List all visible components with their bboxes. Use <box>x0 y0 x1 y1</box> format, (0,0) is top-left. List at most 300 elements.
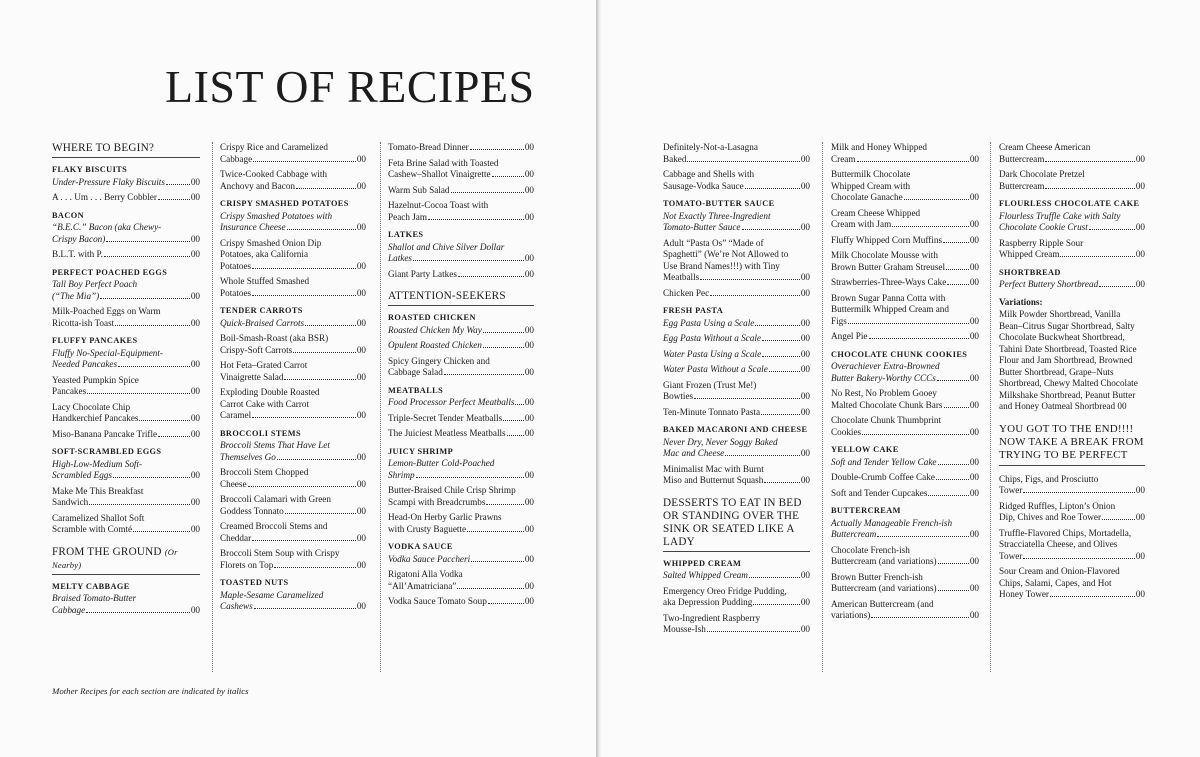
page-number: 00 <box>524 184 534 195</box>
recipe-title-row <box>831 219 979 231</box>
dot-leader <box>133 531 190 532</box>
category-heading: VODKA SAUCE <box>388 542 453 551</box>
section-heading <box>663 497 810 552</box>
recipe-title-row <box>663 597 810 609</box>
recipe-title-row <box>663 624 810 636</box>
page-number: 00 <box>524 523 534 534</box>
recipe-title-line: Cashew–Shallot Vinaigrette <box>388 169 491 179</box>
recipe-title-row <box>388 470 534 482</box>
page-number: 00 <box>190 176 200 187</box>
dot-leader <box>862 434 969 435</box>
recipe-entry <box>663 238 810 284</box>
category-heading: SHORTBREAD <box>999 267 1061 277</box>
category-heading: ROASTED CHICKEN <box>388 313 476 322</box>
recipe-entry <box>220 238 366 273</box>
recipe-title-line: Brown Sugar Panna Cotta with <box>831 292 946 303</box>
recipe-title-row <box>220 288 366 300</box>
dot-leader <box>457 588 523 589</box>
recipe-title-line: “All’Amatriciana” <box>388 580 457 591</box>
page-number: 00 <box>190 359 200 369</box>
recipe-title-line: Potatoes, aka California <box>220 249 309 259</box>
recipe-title-row <box>999 181 1145 193</box>
recipe-title-line: Shrimp <box>388 469 415 480</box>
recipe-title-line: High-Low-Medium Soft- <box>52 458 143 469</box>
recipe-title-row <box>831 457 979 469</box>
recipe-title-line: Latkes <box>388 253 412 263</box>
recipe-title-row <box>388 497 534 509</box>
section-heading-text: FROM THE GROUND <box>52 545 162 558</box>
recipe-title-line: Shallot and Chive Silver Dollar <box>388 241 505 252</box>
recipe-title-line: Opulent Roasted Chicken <box>388 340 482 350</box>
recipe-entry <box>388 142 534 154</box>
dot-leader <box>470 149 524 150</box>
category-heading: CRISPY SMASHED POTATOES <box>220 199 349 208</box>
recipe-title-row <box>220 154 366 166</box>
recipe-title-line: Needed Pancakes <box>52 359 118 369</box>
recipe-title-line: Water Pasta Without a Scale <box>663 364 768 374</box>
recipe-title-row <box>999 551 1145 563</box>
dot-leader <box>483 347 524 348</box>
page-number: 00 <box>524 397 534 407</box>
dot-leader <box>467 531 524 532</box>
recipe-title-line: Head-On Herby Garlic Prawns <box>388 512 502 522</box>
page-number: 00 <box>1135 180 1145 191</box>
recipe-title-line: Crispy Smashed Onion Dip <box>220 237 322 248</box>
recipe-title-line: Adult “Pasta Os” “Made of <box>663 237 764 248</box>
recipe-title-line: Themselves Go <box>220 451 276 462</box>
recipe-title-line: Never Dry, Never Soggy Baked <box>663 436 778 447</box>
recipe-entry <box>220 211 366 234</box>
recipe-title-line: Figs <box>831 315 847 326</box>
recipe-title-line: Feta Brine Salad with Toasted <box>388 157 499 168</box>
dot-leader <box>944 407 969 408</box>
recipe-title-line: Tower <box>999 550 1023 561</box>
dot-leader <box>507 435 524 436</box>
dot-leader <box>503 420 524 421</box>
section-heading <box>52 142 200 158</box>
page-number: 00 <box>969 234 979 245</box>
section-heading-text: ATTENTION-SEEKERS <box>388 290 506 302</box>
recipe-title-line: Not Exactly Three-Ingredient <box>663 210 771 221</box>
recipe-title-row <box>388 367 534 379</box>
recipe-entry <box>220 333 366 356</box>
recipe-title-line: Cream Cheese American <box>999 142 1091 152</box>
recipe-title-line: Raspberry Ripple Sour <box>999 237 1084 248</box>
recipe-title-line: Baked <box>663 153 687 164</box>
recipe-title-line: Whole Stuffed Smashed <box>220 276 310 286</box>
recipe-entry <box>663 464 810 487</box>
recipe-title-line: Minimalist Mac with Burnt <box>663 463 764 474</box>
dot-leader <box>762 340 800 341</box>
recipe-title-line: Fluffy No-Special-Equipment- <box>52 347 163 358</box>
recipe-title-line: Buttercream (and variations) <box>831 583 937 593</box>
recipe-title-line: Dark Chocolate Pretzel <box>999 169 1085 179</box>
recipe-title-line: Handkerchief Pancakes <box>52 413 139 423</box>
recipe-title-row <box>220 601 366 613</box>
section-heading <box>388 290 534 306</box>
recipe-title-line: Meatballs <box>663 272 700 282</box>
dot-leader <box>416 477 524 478</box>
recipe-title-line: Tower <box>999 485 1023 495</box>
recipe-title-row <box>52 318 200 330</box>
recipe-entry <box>831 472 979 484</box>
recipe-entry <box>52 459 200 482</box>
recipe-title-line: Buttermilk Chocolate <box>831 169 911 179</box>
recipe-title-line: Cheese <box>220 478 247 489</box>
recipe-title-line: Cookies <box>831 426 862 437</box>
recipe-entry <box>663 586 810 609</box>
recipe-entry <box>388 569 534 592</box>
category-heading: FRESH PASTA <box>663 306 724 315</box>
page-number: 00 <box>524 324 534 335</box>
page-number: 00 <box>524 469 534 480</box>
page-number: 00 <box>190 290 200 301</box>
recipe-entry <box>388 428 534 440</box>
recipe-title-line: Sandwich <box>52 497 89 507</box>
category-heading: FLUFFY PANCAKES <box>52 336 138 345</box>
recipe-entry <box>52 222 200 245</box>
page-number: 00 <box>800 391 810 401</box>
recipe-title-line: Chicken Pec <box>663 287 710 298</box>
recipe-entry <box>831 599 979 622</box>
dot-leader <box>287 229 356 230</box>
recipe-title-line: Broccoli Stem Soup with Crispy <box>220 548 340 558</box>
recipe-title-line: Salted Whipped Cream <box>663 570 748 580</box>
dot-leader <box>428 219 524 220</box>
dot-leader <box>471 561 524 562</box>
dot-leader <box>104 256 190 257</box>
page-number: 00 <box>800 153 810 164</box>
recipe-entry <box>831 457 979 469</box>
page-number: 00 <box>969 426 979 437</box>
dot-leader <box>700 279 800 280</box>
page-number: 00 <box>524 412 534 423</box>
recipe-title-line: Mac and Cheese <box>663 448 725 458</box>
dot-leader <box>1089 229 1135 230</box>
page-number: 00 <box>524 496 534 507</box>
recipe-title-line: Buttercream <box>999 153 1045 164</box>
dot-leader <box>710 295 800 296</box>
dot-leader <box>252 540 356 541</box>
dot-leader <box>86 612 190 613</box>
dot-leader <box>458 276 524 277</box>
recipe-title-row <box>999 154 1145 166</box>
recipe-entry <box>52 249 200 261</box>
page-number: 00 <box>190 604 200 615</box>
page-number: 00 <box>1135 153 1145 164</box>
recipe-entry <box>220 548 366 571</box>
recipe-title-line: Scramble with Comté <box>52 524 133 534</box>
recipe-title-line: Honey Tower <box>999 589 1049 599</box>
recipe-title-line: Cabbage and Shells with <box>663 169 755 179</box>
recipe-title-line: Soft and Tender Cupcakes <box>831 487 928 498</box>
dot-leader <box>1045 161 1134 162</box>
section-heading-text: YOU GOT TO THE END!!!! NOW TAKE A BREAK FROM TRYING TO BE PERFECT <box>999 422 1144 461</box>
page-number: 00 <box>969 277 979 287</box>
recipe-entry <box>220 467 366 490</box>
recipe-title-row <box>220 181 366 193</box>
dot-leader <box>937 380 969 381</box>
column-divider <box>212 142 213 672</box>
recipe-title-line: variations) <box>831 610 871 620</box>
recipe-title-line: Bowties <box>663 391 694 401</box>
recipe-title-line: Fluffy Whipped Corn Muffins <box>831 234 943 245</box>
recipe-title-row <box>52 291 200 303</box>
dot-leader <box>296 188 356 189</box>
page-number: 00 <box>190 192 200 202</box>
recipe-title-row <box>52 177 200 189</box>
page-number: 00 <box>524 253 534 263</box>
recipe-column <box>388 142 534 612</box>
page-number: 00 <box>800 287 810 298</box>
recipe-title-line: Vinaigrette Salad <box>220 371 284 382</box>
section-heading <box>52 546 200 575</box>
recipe-column <box>831 142 979 626</box>
page-number: 00 <box>1135 550 1145 561</box>
recipe-entry <box>388 554 534 566</box>
recipe-entry <box>220 590 366 613</box>
recipe-title-line: Definitely-Not-a-Lasagna <box>663 142 758 152</box>
dot-leader <box>1060 256 1134 257</box>
recipe-entry <box>388 242 534 265</box>
recipe-entry <box>831 545 979 568</box>
recipe-title-line: A . . . Um . . . Berry Cobbler <box>52 192 157 202</box>
category-heading: TOASTED NUTS <box>220 578 289 587</box>
page-number: 00 <box>356 451 366 462</box>
dot-leader <box>293 352 356 353</box>
recipe-title-row <box>831 556 979 568</box>
variations-list <box>999 309 1145 413</box>
page-number: 00 <box>800 406 810 417</box>
dot-leader <box>947 284 968 285</box>
recipe-title-line: Cheddar <box>220 532 252 543</box>
recipe-entry <box>52 348 200 371</box>
recipe-title-row <box>999 222 1145 234</box>
recipe-title-line: Buttercream <box>999 180 1045 191</box>
page-number: 00 <box>800 348 810 359</box>
page-number: 00 <box>800 317 810 328</box>
recipe-title-line: Buttercream (and variations) <box>831 556 937 566</box>
recipe-title-line: Double-Crumb Coffee Cake <box>831 472 935 482</box>
column-divider <box>822 142 823 672</box>
dot-leader <box>252 417 356 418</box>
recipe-title-line: Roasted Chicken My Way <box>388 324 482 335</box>
dot-leader <box>877 536 969 537</box>
recipe-column <box>220 142 366 617</box>
recipe-title-line: Anchovy and Bacon <box>220 180 296 191</box>
recipe-column <box>999 142 1145 605</box>
dot-leader <box>444 374 524 375</box>
recipe-title-line: Overachiever Extra-Browned <box>831 361 940 371</box>
recipe-title-line: Angel Pie <box>831 331 868 341</box>
recipe-entry <box>663 364 810 376</box>
page-number: 00 <box>190 428 200 439</box>
recipe-title-line: Use Brand Names!!!) with Tiny <box>663 260 780 271</box>
recipe-title-line: Sour Cream and Onion-Flavored <box>999 566 1120 576</box>
recipe-title-row <box>831 192 979 204</box>
recipe-title-line: Brown Butter Graham Streusel <box>831 261 946 272</box>
category-heading: WHIPPED CREAM <box>663 558 742 568</box>
recipe-title-line: Creamed Broccoli Stems and <box>220 521 328 531</box>
dot-leader <box>943 242 969 243</box>
recipe-entry <box>663 211 810 234</box>
recipe-title-line: Buttercream <box>831 529 877 539</box>
recipe-title-row <box>388 142 534 154</box>
recipe-title-line: Truffle-Flavored Chips, Mortadella, <box>999 527 1132 538</box>
recipe-title-row <box>388 340 534 352</box>
dot-leader <box>488 603 524 604</box>
category-heading: BACON <box>52 210 84 220</box>
page-number: 00 <box>969 610 979 620</box>
recipe-entry <box>831 518 979 541</box>
page-number: 00 <box>969 399 979 410</box>
recipe-title-line: Quick-Braised Carrots <box>220 317 305 328</box>
recipe-entry <box>663 288 810 300</box>
recipe-entry <box>663 613 810 636</box>
recipe-entry <box>663 437 810 460</box>
page-number: 00 <box>524 553 534 564</box>
recipe-title-line: Whipped Cream with <box>831 180 911 191</box>
recipe-entry <box>831 331 979 343</box>
page-number: 00 <box>356 371 366 382</box>
recipe-entry <box>663 142 810 165</box>
page-number: 00 <box>190 317 200 328</box>
page-number: 00 <box>190 524 200 534</box>
recipe-entry <box>388 158 534 181</box>
recipe-title-line: Crispy-Soft Carrots <box>220 344 293 355</box>
dot-leader <box>115 325 190 326</box>
recipe-title-row <box>831 154 979 166</box>
page-number: 00 <box>524 169 534 179</box>
dot-leader <box>483 332 524 333</box>
page-number: 00 <box>969 153 979 164</box>
recipe-title-row <box>388 325 534 337</box>
recipe-title-line: Lacy Chocolate Chip <box>52 401 131 412</box>
recipe-title-row <box>220 372 366 384</box>
page-number: 00 <box>524 268 534 279</box>
dot-leader <box>938 563 969 564</box>
recipe-title-line: Cashews <box>220 601 253 611</box>
recipe-entry <box>999 501 1145 524</box>
page-number: 00 <box>969 219 979 229</box>
recipe-title-line: Scrambled Eggs <box>52 470 112 480</box>
recipe-title-row <box>663 349 810 361</box>
page-number: 00 <box>190 497 200 507</box>
section-heading-text: DESSERTS TO EAT IN BED OR STANDING OVER THE SINK OR SEATED LIKE A LADY <box>663 496 802 548</box>
page-number: 00 <box>524 580 534 591</box>
recipe-title-line: Yeasted Pumpkin Spice <box>52 374 139 385</box>
recipe-entry <box>220 494 366 517</box>
page-number: 00 <box>524 428 534 438</box>
recipe-title-line: Warm Sub Salad <box>388 184 450 195</box>
recipe-title-line: Giant Frozen (Trust Me!) <box>663 379 757 390</box>
recipe-title-line: Goddess Tonnato <box>220 505 284 516</box>
page-number: 00 <box>800 364 810 374</box>
recipe-entry <box>388 413 534 425</box>
recipe-title-row <box>220 560 366 572</box>
dot-leader <box>89 504 190 505</box>
page-number: 00 <box>190 413 200 423</box>
recipe-title-line: Peach Jam <box>388 211 428 222</box>
recipe-title-line: Cream with Jam <box>831 219 892 229</box>
page-number: 00 <box>356 532 366 543</box>
dot-leader <box>158 199 190 200</box>
dot-leader <box>742 229 800 230</box>
page-number: 00 <box>969 315 979 326</box>
recipe-entry <box>663 570 810 582</box>
page-number: 00 <box>190 233 200 244</box>
page-number: 00 <box>524 367 534 377</box>
recipe-title-row <box>52 413 200 425</box>
dot-leader <box>938 590 969 591</box>
dot-leader <box>764 482 800 483</box>
recipe-title-row <box>831 235 979 247</box>
category-heading: TOMATO-BUTTER SAUCE <box>663 199 775 208</box>
recipe-title-row <box>663 222 810 234</box>
recipe-title-line: Milk-Poached Eggs on Warm <box>52 306 161 316</box>
dot-leader <box>284 379 355 380</box>
dot-leader <box>938 464 969 465</box>
recipe-title-row <box>52 386 200 398</box>
recipe-title-line: Chocolate Cookie Crust <box>999 222 1088 232</box>
recipe-entry <box>52 375 200 398</box>
page-number: 00 <box>969 261 979 272</box>
recipe-entry <box>388 200 534 223</box>
category-heading: PERFECT POACHED EGGS <box>52 267 168 277</box>
recipe-title-row <box>220 506 366 518</box>
recipe-title-row <box>52 524 200 536</box>
dot-leader <box>254 608 356 609</box>
recipe-title-line: Food Processor Perfect Meatballs <box>388 397 515 407</box>
recipe-entry <box>220 360 366 383</box>
recipe-title-line: Perfect Buttery Shortbread <box>999 279 1099 289</box>
recipe-title-row <box>663 364 810 376</box>
dot-leader <box>936 479 969 480</box>
page-number: 00 <box>356 317 366 328</box>
recipe-entry <box>220 142 366 165</box>
recipe-title-row <box>999 485 1145 497</box>
page-number: 00 <box>800 222 810 232</box>
recipe-title-row <box>52 359 200 371</box>
recipe-title-row <box>220 318 366 330</box>
recipe-title-row <box>831 373 979 385</box>
recipe-title-row <box>388 212 534 224</box>
column-divider <box>990 142 991 672</box>
recipe-title-row <box>831 400 979 412</box>
recipe-entry <box>388 185 534 197</box>
page-number: 00 <box>524 596 534 606</box>
recipe-title-line: Emergency Oreo Fridge Pudding, <box>663 585 787 596</box>
recipe-title-row <box>388 185 534 197</box>
dot-leader <box>848 323 969 324</box>
variations-text: Milk Powder Shortbread, Vanilla Bean–Citrus Sugar Shortbread, Salty Chocolate Buckwheat Shortbread, Tahini Date Shortbread, Toasted Rice Flour and Jam Shortbread, Browned Butter Shortbread, Grape–Nuts Shortbread, Chewy Malted Chocolate Milkshake Shortbread, Peanut Butter and Honey Oatmeal Shortbread <box>999 309 1138 411</box>
recipe-entry <box>388 340 534 352</box>
recipe-entry <box>388 596 534 608</box>
recipe-title-line: Tomato-Butter Sauce <box>663 222 741 232</box>
dot-leader <box>1102 519 1135 520</box>
recipe-title-line: Buttermilk Whipped Cream and <box>831 304 949 314</box>
recipe-entry <box>999 566 1145 601</box>
page-number: 00 <box>800 475 810 485</box>
page-number: 00 <box>356 287 366 298</box>
recipe-title-line: Brown Butter French-ish <box>831 571 923 582</box>
page-number: 00 <box>969 456 979 467</box>
recipe-entry <box>831 361 979 384</box>
recipe-entry <box>831 142 979 165</box>
recipe-title-row <box>388 596 534 608</box>
recipe-title-line: Cabbage Salad <box>388 367 443 377</box>
recipe-title-line: Hazelnut-Cocoa Toast with <box>388 200 489 210</box>
